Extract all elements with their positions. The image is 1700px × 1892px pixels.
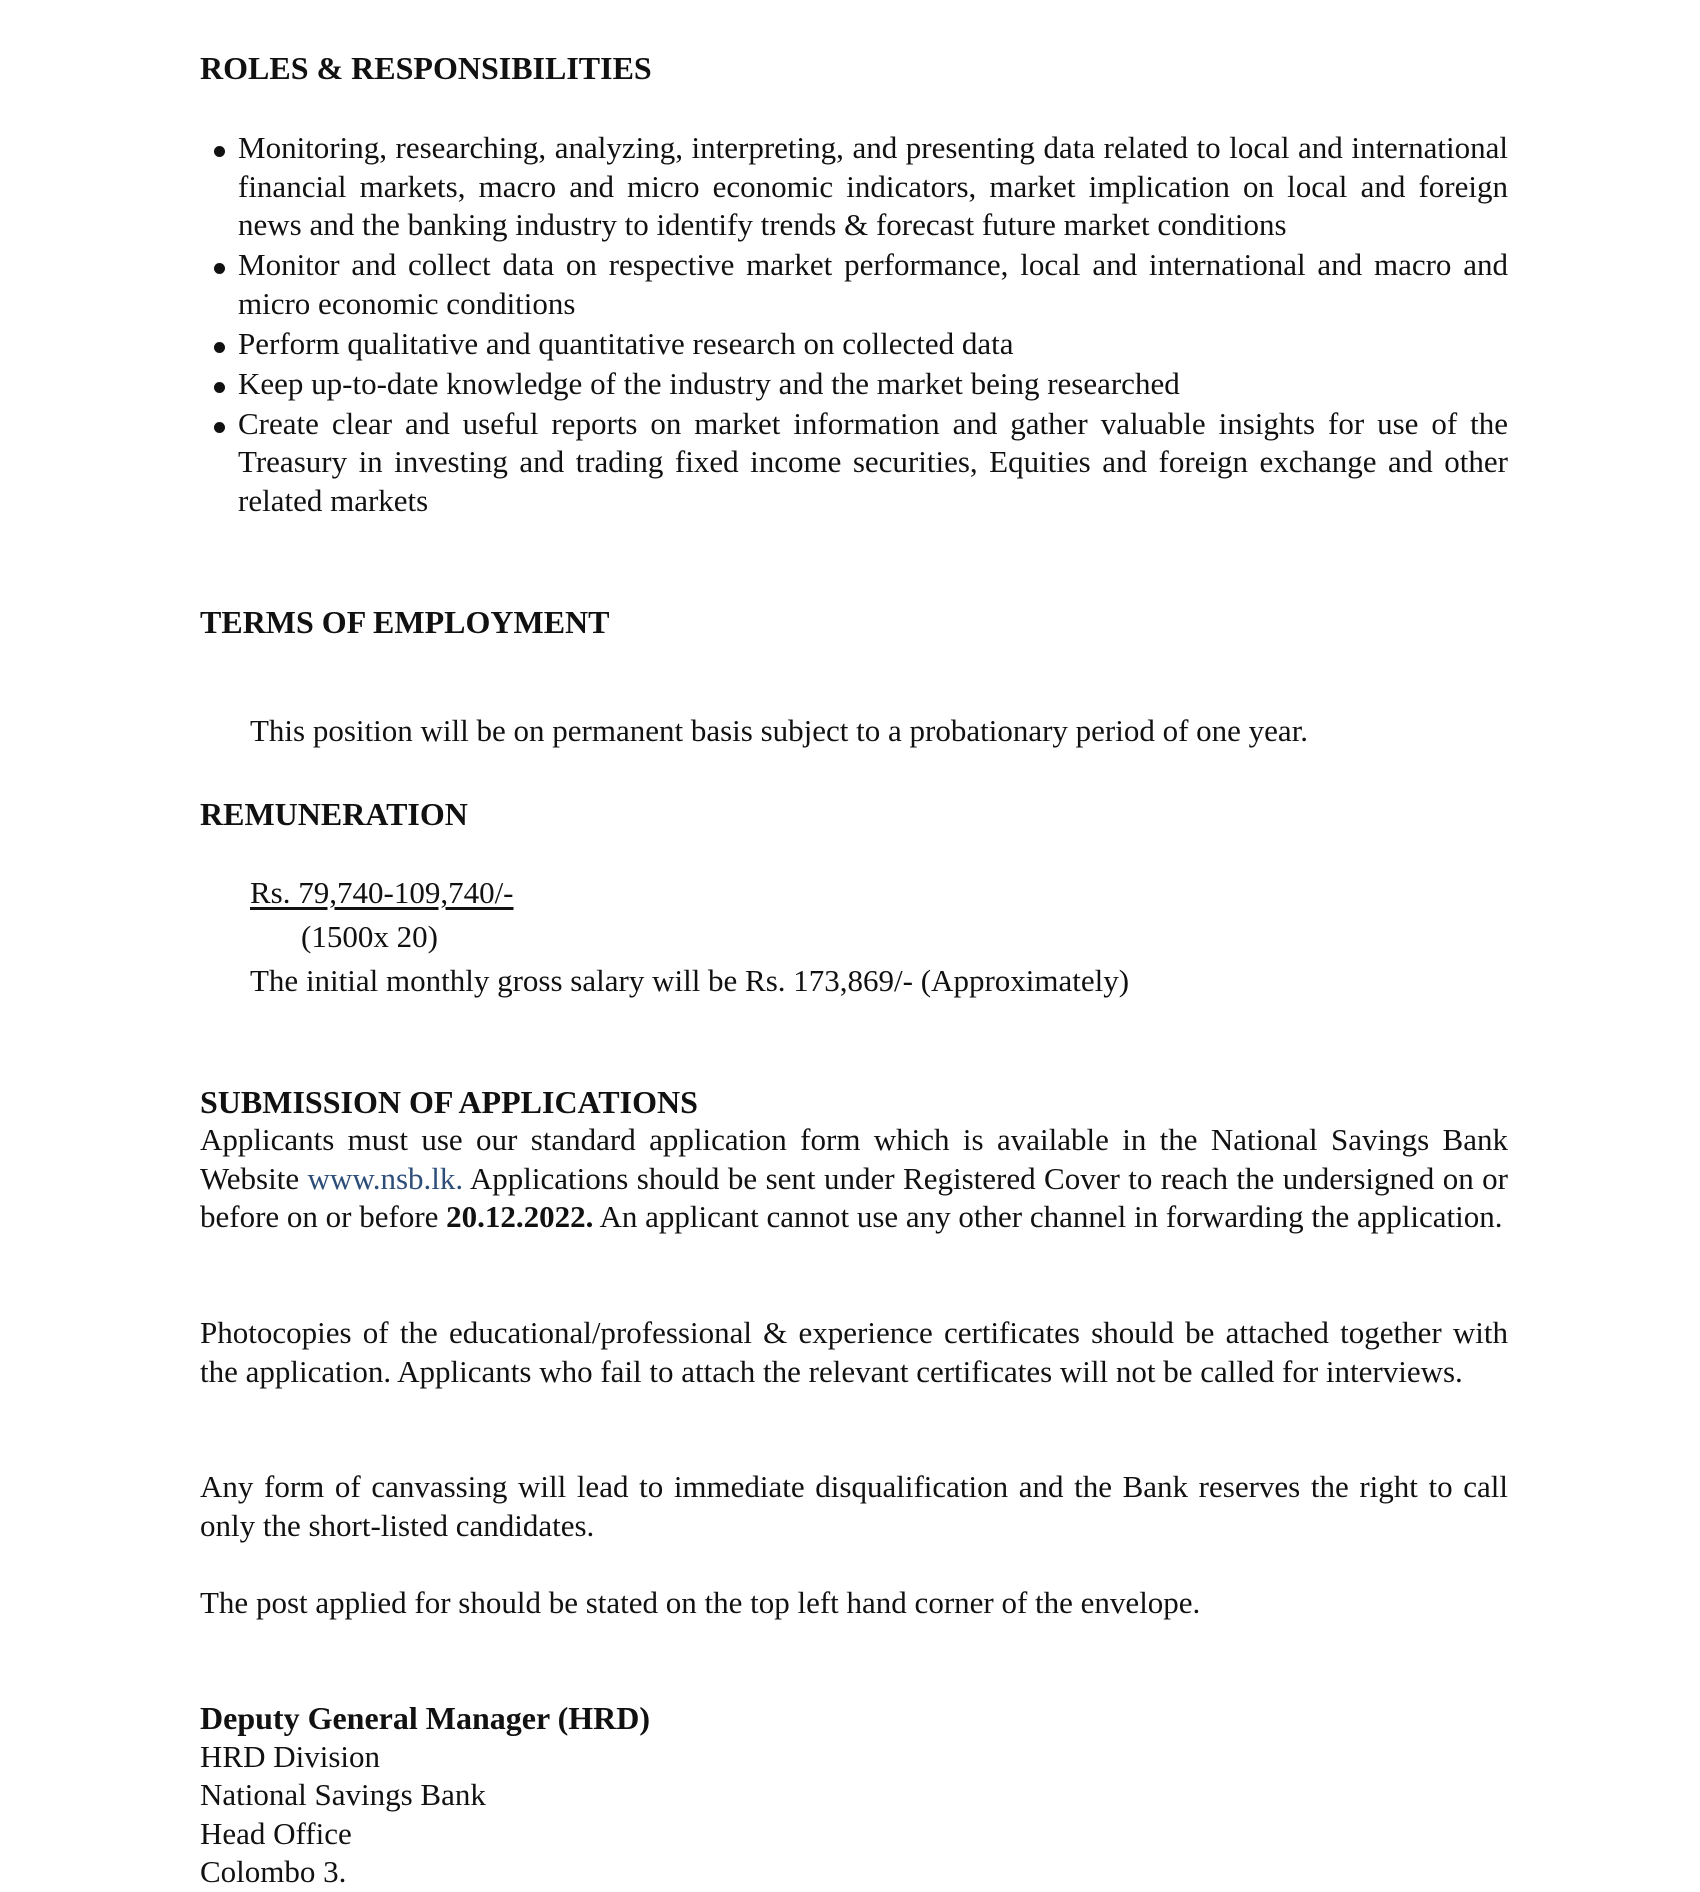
address-line: Head Office (200, 1815, 352, 1851)
envelope-paragraph: The post applied for should be stated on the top left hand corner of the envelope. (200, 1585, 1201, 1620)
bullet-icon (214, 422, 225, 433)
website-link[interactable]: www.nsb.lk. (307, 1160, 464, 1196)
submission-text: An applicant cannot use any other channel in forwarding the application. (593, 1199, 1503, 1234)
address-block (200, 1699, 650, 1892)
bullet-icon (214, 263, 225, 274)
submission-heading: SUBMISSION OF APPLICATIONS (200, 1084, 698, 1120)
terms-text: This position will be on permanent basis subject to a probationary period of one year. (250, 713, 1309, 748)
list-item (200, 246, 1508, 323)
address-line: Colombo 3. (200, 1854, 347, 1889)
list-item-text: Perform qualitative and quantitative research on collected data (238, 325, 1014, 361)
roles-heading: ROLES & RESPONSIBILITIES (200, 50, 652, 86)
salary-range: Rs. 79,740-109,740/- (250, 875, 514, 910)
bullet-icon (214, 342, 225, 353)
list-item (200, 129, 1508, 245)
bullet-icon (214, 382, 225, 393)
list-item (200, 325, 1508, 364)
bullet-icon (214, 146, 225, 157)
submission-text: Applications should be sent under Registered Cover to reach the undersigned on or before on or before (200, 1160, 1508, 1234)
deadline-date: 20.12.2022. (446, 1199, 594, 1234)
remuneration-heading: REMUNERATION (200, 796, 468, 832)
salary-increment: (1500x 20) (301, 919, 438, 954)
list-item-text: Keep up-to-date knowledge of the industry and the market being researched (238, 365, 1180, 401)
terms-heading: TERMS OF EMPLOYMENT (200, 604, 610, 640)
address-line: National Savings Bank (200, 1777, 486, 1812)
submission-paragraph (200, 1121, 1508, 1237)
list-item-text: Create clear and useful reports on market information and gather valuable insights for use of the Treasury in investing and trading fixed income securities, Equities and foreign exchange and other related markets (238, 405, 1508, 518)
submission-text: Applicants must use our standard application form which is available in the National Savings Bank Website (200, 1122, 1508, 1196)
certificates-paragraph: Photocopies of the educational/professional & experience certificates should be attached together with the application. Applicants who fail to attach the relevant certificates will not be called for interviews. (200, 1315, 1508, 1389)
initial-salary-text: The initial monthly gross salary will be Rs. 173,869/- (Approximately) (250, 963, 1130, 998)
list-item-text: Monitor and collect data on respective market performance, local and international and macro and micro economic conditions (238, 247, 1508, 321)
list-item (200, 365, 1508, 404)
canvassing-paragraph: Any form of canvassing will lead to immediate disqualification and the Bank reserves the right to call only the short-listed candidates. (200, 1469, 1508, 1543)
address-line: HRD Division (200, 1738, 380, 1774)
address-title: Deputy General Manager (HRD) (200, 1700, 650, 1736)
roles-list (200, 129, 1508, 522)
list-item (200, 405, 1508, 521)
list-item-text: Monitoring, researching, analyzing, interpreting, and presenting data related to local and international financial markets, macro and micro economic indicators, market implication on local and foreign news and the banking industry to identify trends & forecast future market conditions (238, 130, 1508, 242)
